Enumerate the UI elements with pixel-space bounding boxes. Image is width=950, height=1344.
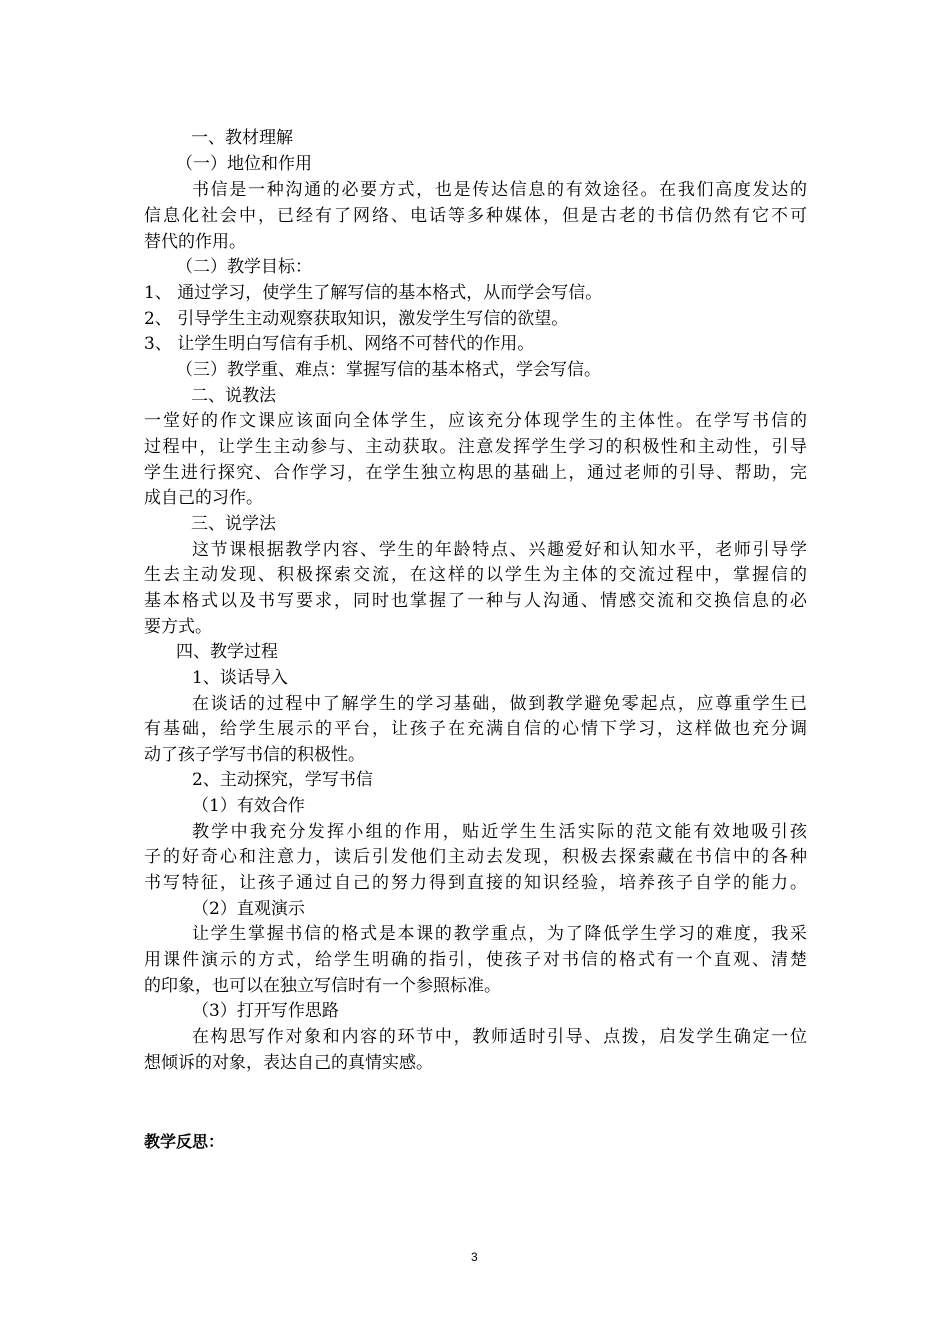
paragraph-line: 动了孩子学写书信的积极性。 [144, 745, 365, 765]
subsection-heading: （一）地位和作用 [176, 154, 312, 174]
paragraph-line: 学生进行探究、合作学习，在学生独立构思的基础上，通过老师的引导、帮助，完 [144, 463, 807, 483]
paragraph-line: 这节课根据教学内容、学生的年龄特点、兴趣爱好和认知水平，老师引导学 [192, 540, 807, 560]
subsection-heading: （2）直观演示 [192, 899, 305, 919]
subsection-heading: 1、谈话导入 [192, 668, 288, 688]
subsection-heading: （1）有效合作 [192, 796, 305, 816]
paragraph-line: 成自己的习作。 [144, 488, 263, 508]
paragraph-line: 子的好奇心和注意力，读后引发他们主动去发现，积极去探索藏在书信中的各种 [144, 847, 807, 867]
paragraph-line: 信息化社会中，已经有了网络、电话等多种媒体，但是古老的书信仍然有它不可 [144, 206, 807, 226]
paragraph-line: 让学生掌握书信的格式是本课的教学重点，为了降低学生学习的难度，我采 [192, 924, 807, 944]
section-heading: 一、教材理解 [191, 128, 293, 148]
section-heading: 四、教学过程 [176, 642, 278, 662]
list-item: 3、 让学生明白写信有手机、网络不可替代的作用。 [144, 334, 535, 354]
paragraph-line: 一堂好的作文课应该面向全体学生，应该充分体现学生的主体性。在学写书信的 [144, 411, 807, 431]
paragraph-line: 替代的作用。 [144, 232, 246, 252]
list-item: 1、 通过学习，使学生了解写信的基本格式，从而学会写信。 [144, 283, 603, 303]
paragraph-line: 有基础，给学生展示的平台，让孩子在充满自信的心情下学习，这样做也充分调 [144, 719, 807, 739]
paragraph-line: 的印象，也可以在独立写信时有一个参照标准。 [144, 976, 501, 996]
paragraph-line: 过程中，让学生主动参与、主动获取。注意发挥学生学习的积极性和主动性，引导 [144, 437, 807, 457]
section-heading: 二、说教法 [191, 386, 276, 406]
paragraph-line: 书写特征，让孩子通过自己的努力得到直接的知识经验，培养孩子自学的能力。 [144, 873, 807, 893]
paragraph-line: 基本格式以及书写要求，同时也掌握了一种与人沟通、情感交流和交换信息的必 [144, 591, 807, 611]
paragraph-line: 在构思写作对象和内容的环节中，教师适时引导、点拨，启发学生确定一位 [192, 1027, 807, 1047]
reflection-label: 教学反思： [144, 1132, 225, 1151]
subsection-heading: （二）教学目标： [176, 257, 312, 277]
paragraph-line: 要方式。 [144, 617, 212, 637]
page-number: 3 [471, 1250, 478, 1264]
paragraph-line: 生去主动发现、积极探索交流，在这样的以学生为主体的交流过程中，掌握信的 [144, 565, 807, 585]
paragraph-line: 书信是一种沟通的必要方式，也是传达信息的有效途径。在我们高度发达的 [192, 180, 807, 200]
paragraph-line: 教学中我充分发挥小组的作用，贴近学生生活实际的范文能有效地吸引孩 [192, 822, 807, 842]
paragraph-line: 在谈话的过程中了解学生的学习基础，做到教学避免零起点，应尊重学生已 [192, 694, 807, 714]
paragraph-line: 用课件演示的方式，给学生明确的指引，使孩子对书信的格式有一个直观、清楚 [144, 950, 807, 970]
subsection-heading: （三）教学重、难点：掌握写信的基本格式，学会写信。 [176, 360, 601, 380]
subsection-heading: （3）打开写作思路 [192, 1001, 339, 1021]
section-heading: 三、说学法 [191, 514, 276, 534]
subsection-heading: 2、主动探究，学写书信 [192, 770, 373, 790]
paragraph-line: 想倾诉的对象，表达自己的真情实感。 [144, 1053, 433, 1073]
list-item: 2、 引导学生主动观察获取知识，激发学生写信的欲望。 [144, 309, 569, 329]
